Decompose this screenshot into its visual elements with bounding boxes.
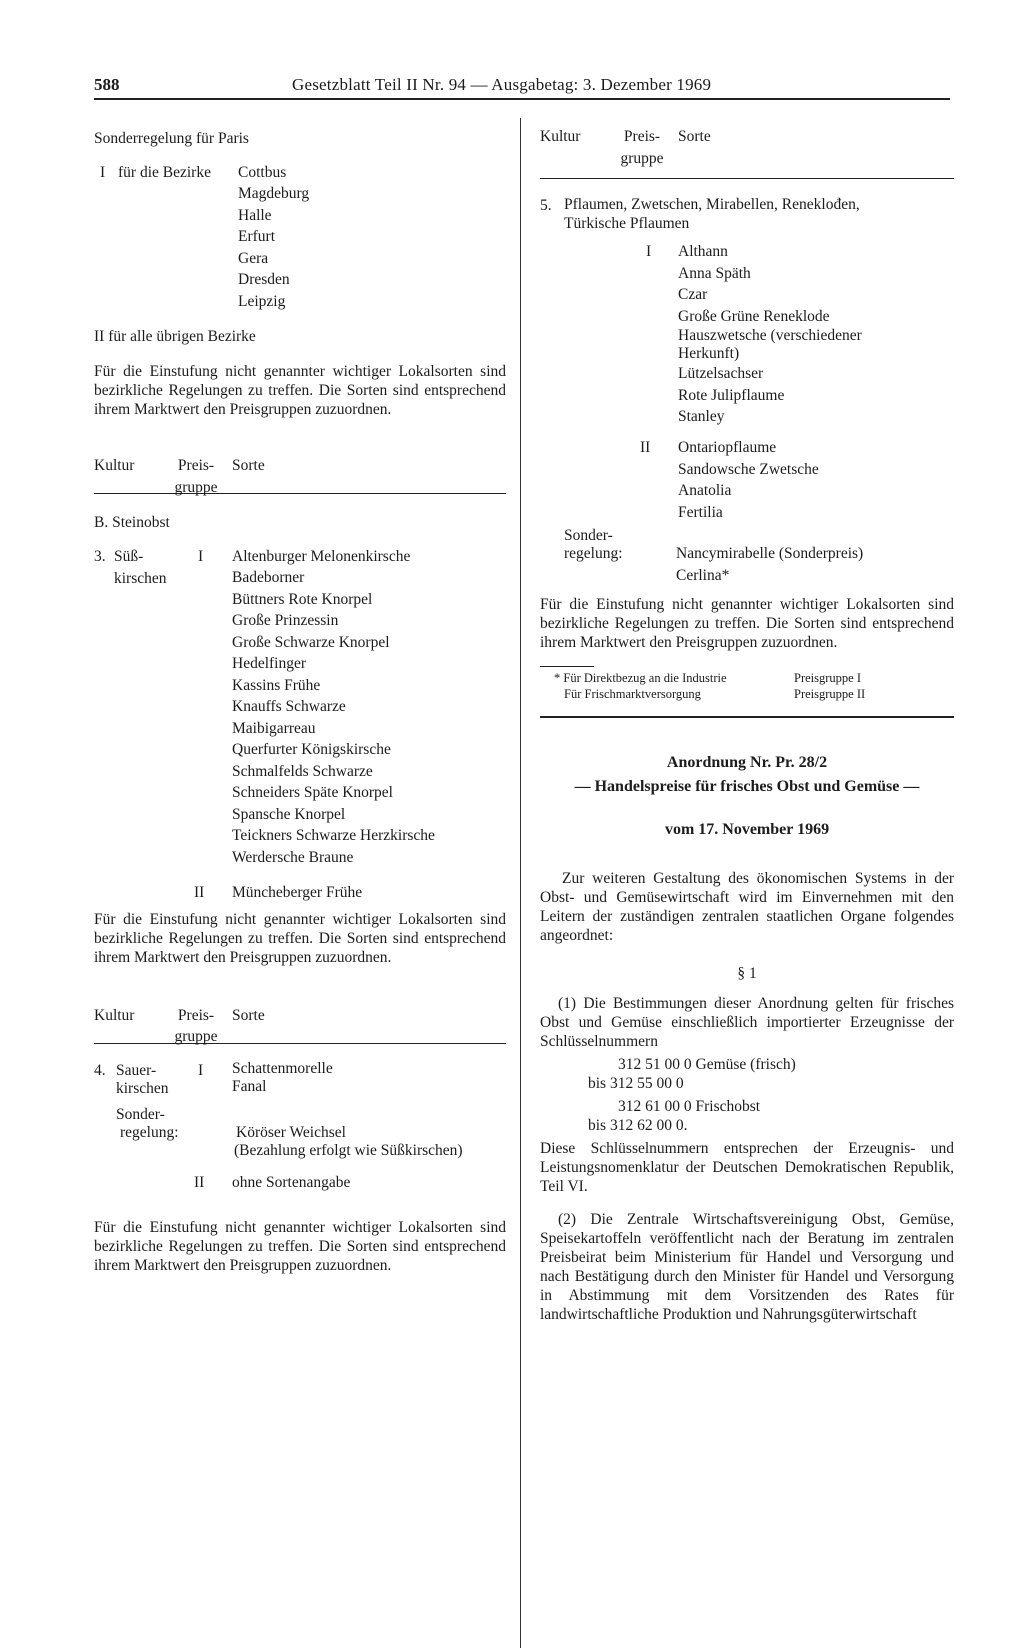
paris-group-1-label: für die Bezirke xyxy=(118,163,211,181)
footnote-2-group: Preisgruppe II xyxy=(794,687,866,701)
item-5-sonder xyxy=(540,525,954,587)
sorte-item: Schneiders Späte Knorpel xyxy=(232,784,393,801)
footnote-rule xyxy=(540,666,594,667)
sorte-item: Nancymirabelle (Sonderpreis) xyxy=(676,545,864,562)
bezirk-item: Erfurt xyxy=(238,228,276,245)
item-3-group-1: I xyxy=(198,547,204,565)
sorte-item: Querfurter Königskirsche xyxy=(232,741,391,758)
sorte-item: Teickners Schwarze Herzkirsche xyxy=(232,827,435,844)
sorte-item: Anatolia xyxy=(678,482,732,499)
sorte-item: Büttners Rote Knorpel xyxy=(232,590,373,608)
sorte-item: Knauffs Schwarze xyxy=(232,698,346,715)
item-5-number: 5. xyxy=(540,197,552,214)
item-5-group-2 xyxy=(540,437,954,525)
bezirk-item: Cottbus xyxy=(238,163,287,181)
bezirk-item: Leipzig xyxy=(238,292,286,310)
paris-group-1-numeral: I xyxy=(100,163,106,181)
anordnung-p1: (1) Die Bestimmungen dieser Anordnung gelten für frisches Obst und Gemüse einschließlich importierter Erzeugnisse der Schlüsselnummern xyxy=(540,995,954,1050)
bezirk-item: Halle xyxy=(238,206,272,224)
section-b-heading: B. Steinobst xyxy=(94,514,170,531)
item-4-number: 4. xyxy=(94,1061,106,1079)
header-title: Gesetzblatt Teil II Nr. 94 — Ausgabetag: 3. Dezember 1969 xyxy=(292,75,712,94)
table-rule xyxy=(94,1043,506,1044)
item-5-group-1-numeral: I xyxy=(646,243,652,260)
col-kultur: Kultur xyxy=(540,128,581,145)
col-kultur: Kultur xyxy=(94,457,135,474)
col-preisgruppe xyxy=(174,1005,218,1048)
bezirke-list xyxy=(238,162,309,313)
item-5-heading xyxy=(540,195,954,235)
page-header xyxy=(94,74,948,100)
table-rule xyxy=(540,178,954,179)
item-3-kultur-1: Süß- xyxy=(114,547,144,565)
sorte-item: Fertilia xyxy=(678,503,723,521)
col-preis-line2: gruppe xyxy=(174,478,218,496)
col-preis-line2: gruppe xyxy=(174,1028,218,1045)
table-rule xyxy=(94,493,506,494)
item-5-kultur-1: Pflaumen, Zwetschen, Mirabellen, Reneklođen, xyxy=(564,196,860,213)
column-divider xyxy=(520,118,521,1648)
col-sorte: Sorte xyxy=(232,1006,265,1024)
item-3-kultur-2: kirschen xyxy=(114,569,167,587)
item-3-sorten-2 xyxy=(232,882,362,904)
table-header xyxy=(94,1005,506,1043)
item-4-kultur-2: kirschen xyxy=(116,1079,169,1097)
header-rule xyxy=(94,98,950,100)
paris-note: Für die Einstufung nicht genannter wichtiger Lokalsorten sind bezirkliche Regelungen zu treffen. Die Sorten sind entsprechend ihrem Marktwert den Preisgruppen zuzuordnen. xyxy=(94,363,506,418)
item-5-group-2-numeral: II xyxy=(640,439,651,456)
sorte-item: Spansche Knorpel xyxy=(232,805,346,823)
footnote-1-group: Preisgruppe I xyxy=(794,671,861,685)
item-5-sonder-2: regelung: xyxy=(564,545,623,562)
item-4-kultur-1: Sauer- xyxy=(116,1061,157,1079)
item-4-sonder-2: regelung: xyxy=(120,1123,179,1141)
col-preisgruppe xyxy=(174,455,218,498)
paragraph-sign: § 1 xyxy=(737,964,757,982)
sorte-item: Hauszwetsche (verschiedener xyxy=(678,327,862,344)
footnote-2-text: Für Frischmarktversorgung xyxy=(564,687,701,701)
page-number: 588 xyxy=(94,75,120,94)
sorte-item: Althann xyxy=(678,243,728,260)
item-4-sonder-note: (Bezahlung erfolgt wie Süßkirschen) xyxy=(234,1141,463,1159)
col-preis-line1: Preis- xyxy=(623,128,661,145)
item-4-sorten-1 xyxy=(232,1060,333,1096)
item-4-sorten-2: ohne Sortenangabe xyxy=(232,1173,351,1191)
col-sorte: Sorte xyxy=(678,128,711,145)
table-header xyxy=(540,126,954,167)
code-2b: bis 312 62 00 0. xyxy=(588,1117,688,1134)
item-5-note: Für die Einstufung nicht genannter wichtiger Lokalsorten sind bezirkliche Regelungen zu treffen. Die Sorten sind entsprechend ihrem Marktwert den Preisgruppen zuzuordnen. xyxy=(540,596,954,651)
sorte-item: Ontariopflaume xyxy=(678,439,777,456)
sorte-item: Fanal xyxy=(232,1077,267,1095)
item-4-sonder-1: Sonder- xyxy=(116,1105,165,1123)
paris-heading: Sonderregelung für Paris xyxy=(94,130,249,147)
item-3-number: 3. xyxy=(94,547,106,565)
code-1a: 312 51 00 0 Gemüse (frisch) xyxy=(618,1056,796,1073)
sorte-item: Anna Späth xyxy=(678,264,751,282)
item-4 xyxy=(94,1060,506,1208)
item-4-note: Für die Einstufung nicht genannter wichtiger Lokalsorten sind bezirkliche Regelungen zu treffen. Die Sorten sind entsprechend ihrem Marktwert den Preisgruppen zuzuordnen. xyxy=(94,1218,506,1274)
sorte-item: Große Grüne Reneklode xyxy=(678,307,830,325)
sorte-item: Große Schwarze Knorpel xyxy=(232,633,390,651)
item-5-kultur-2: Türkische Pflaumen xyxy=(564,215,690,232)
code-2a: 312 61 00 0 Frischobst xyxy=(618,1098,761,1115)
col-kultur: Kultur xyxy=(94,1006,135,1024)
right-column xyxy=(540,126,954,1324)
item-3-sorten-1 xyxy=(232,546,435,869)
item-4-group-1: I xyxy=(198,1061,204,1079)
sorte-item: Altenburger Melonenkirsche xyxy=(232,547,411,565)
bezirk-item: Gera xyxy=(238,249,269,267)
sorte-item: Hedelfinger xyxy=(232,655,307,672)
sorte-item: Werdersche Braune xyxy=(232,848,354,866)
table-header xyxy=(94,455,506,496)
paris-group-1 xyxy=(94,162,506,314)
anordnung-title: Anordnung Nr. Pr. 28/2 xyxy=(666,754,828,771)
anordnung-p1-end: Diese Schlüsselnummern entsprechen der Erzeugnis- und Leistungsnomenklatur der Deutschen Demokratischen Republik, Teil VI. xyxy=(540,1140,954,1195)
anordnung-subtitle: — Handelspreise für frisches Obst und Gemüse — xyxy=(574,777,920,795)
item-5-group-1 xyxy=(540,241,954,425)
anordnung-p2: (2) Die Zentrale Wirtschaftsvereinigung Obst, Gemüse, Speisekartoffeln veröffentlicht nach der Beratung im zentralen Preisbeirat beim Ministerium für Handel und Versorgung und nach Bestätigung durch den Minister für Handel und Versorgung in Abstimmung mit dem Vorsitzenden des Rates für landwirtschaftliche Produktion und Nahrungsgüterwirtschaft xyxy=(540,1211,954,1323)
sorte-item: Schattenmorelle xyxy=(232,1059,333,1077)
footnote-1-text: * Für Direktbezug an die Industrie xyxy=(554,671,727,685)
code-1b: bis 312 55 00 0 xyxy=(588,1075,684,1092)
anordnung-date: vom 17. November 1969 xyxy=(664,821,830,838)
item-5-sonder-1: Sonder- xyxy=(564,527,613,544)
sorte-item: Czar xyxy=(678,286,708,303)
item-3-note: Für die Einstufung nicht genannter wichtiger Lokalsorten sind bezirkliche Regelungen zu treffen. Die Sorten sind entsprechend ihrem Marktwert den Preisgruppen zuzuordnen. xyxy=(94,910,506,966)
footnotes xyxy=(540,670,954,702)
item-4-group-2: II xyxy=(194,1173,205,1191)
col-sorte: Sorte xyxy=(232,457,265,474)
item-5-sorten-1 xyxy=(678,241,862,428)
item-3 xyxy=(94,546,506,901)
paris-group-2: II für alle übrigen Bezirke xyxy=(94,327,256,345)
col-preis-line1: Preis- xyxy=(177,1006,215,1024)
col-preisgruppe xyxy=(620,126,664,169)
anordnung-intro: Zur weiteren Gestaltung des ökonomischen Systems in der Obst- und Gemüsewirtschaft wird im Einvernehmen mit den Leitern der zuständigen zentralen staatlichen Organe folgendes angeordnet: xyxy=(540,869,954,944)
bezirk-item: Dresden xyxy=(238,271,290,288)
col-preis-line1: Preis- xyxy=(177,457,215,474)
col-preis-line2: gruppe xyxy=(620,149,664,167)
sorte-item: Badeborner xyxy=(232,569,305,586)
item-3-group-2: II xyxy=(194,883,205,901)
sorte-item: Maibigarreau xyxy=(232,719,316,737)
section-rule xyxy=(540,716,954,718)
sorte-item: Lützelsachser xyxy=(678,365,764,382)
code-block xyxy=(540,1055,954,1137)
sorte-item: Herkunft) xyxy=(678,345,740,362)
sorte-item: Müncheberger Frühe xyxy=(232,883,363,901)
sorte-item: Kassins Frühe xyxy=(232,676,321,694)
sorte-item: Sandowsche Zwetsche xyxy=(678,460,819,478)
sorte-item: Schmalfelds Schwarze xyxy=(232,762,373,780)
sorte-item: Große Prinzessin xyxy=(232,612,339,629)
item-5-sorten-2 xyxy=(678,437,819,523)
item-5-sonder-sorten xyxy=(676,543,863,586)
bezirk-item: Magdeburg xyxy=(238,185,310,202)
sorte-item: Stanley xyxy=(678,408,725,425)
left-column xyxy=(94,128,506,1275)
item-4-sonder-sorte: Köröser Weichsel xyxy=(236,1123,346,1141)
sorte-item: Cerlina* xyxy=(676,566,730,584)
sorte-item: Rote Julipflaume xyxy=(678,386,785,404)
